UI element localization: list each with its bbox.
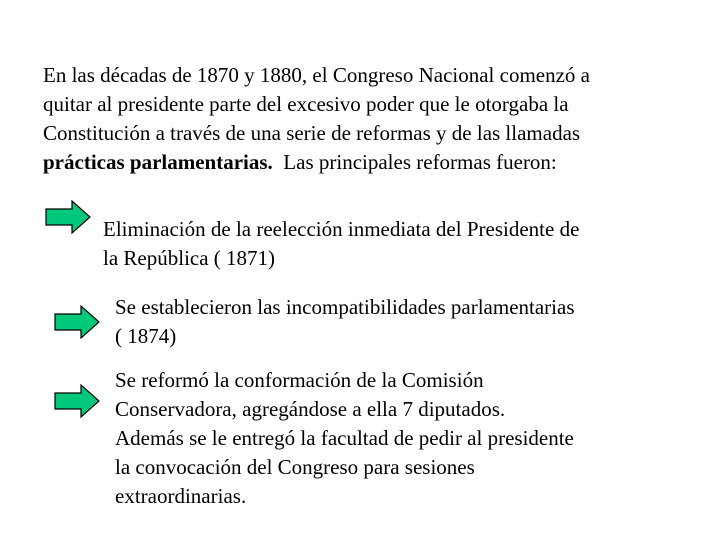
bullet-item-2 xyxy=(115,293,675,351)
intro-line-3: Constitución a través de una serie de reformas y de las llamadas xyxy=(43,121,581,145)
bullet-2-line-2: ( 1874) xyxy=(115,324,177,348)
bullet-3-line-3: Además se le entregó la facultad de pedir al presidente xyxy=(115,426,574,450)
bullet-3-line-4: la convocación del Congreso para sesiones xyxy=(115,455,475,479)
right-arrow-icon xyxy=(54,384,100,418)
bullet-3-line-1: Se reformó la conformación de la Comisión xyxy=(115,368,484,392)
intro-line-4: Las principales reformas fueron: xyxy=(272,150,557,174)
right-arrow-icon xyxy=(45,200,91,234)
intro-paragraph xyxy=(43,61,693,177)
intro-line-2: quitar al presidente parte del excesivo poder que le otorgaba la xyxy=(43,92,569,116)
bullet-1-line-1: Eliminación de la reelección inmediata del Presidente de xyxy=(103,217,580,241)
bullet-3-line-2: Conservadora, agregándose a ella 7 diputados. xyxy=(115,397,506,421)
bullet-2-line-1: Se establecieron las incompatibilidades parlamentarias xyxy=(115,295,575,319)
bullet-1-line-2: la República ( 1871) xyxy=(103,246,276,270)
bullet-item-3 xyxy=(115,366,675,511)
bullet-3-line-5: extraordinarias. xyxy=(115,484,247,508)
right-arrow-icon xyxy=(54,305,100,339)
bullet-item-1 xyxy=(103,215,673,273)
intro-line-1: En las décadas de 1870 y 1880, el Congreso Nacional comenzó a xyxy=(43,63,590,87)
intro-bold-phrase: prácticas parlamentarias. xyxy=(43,150,273,174)
